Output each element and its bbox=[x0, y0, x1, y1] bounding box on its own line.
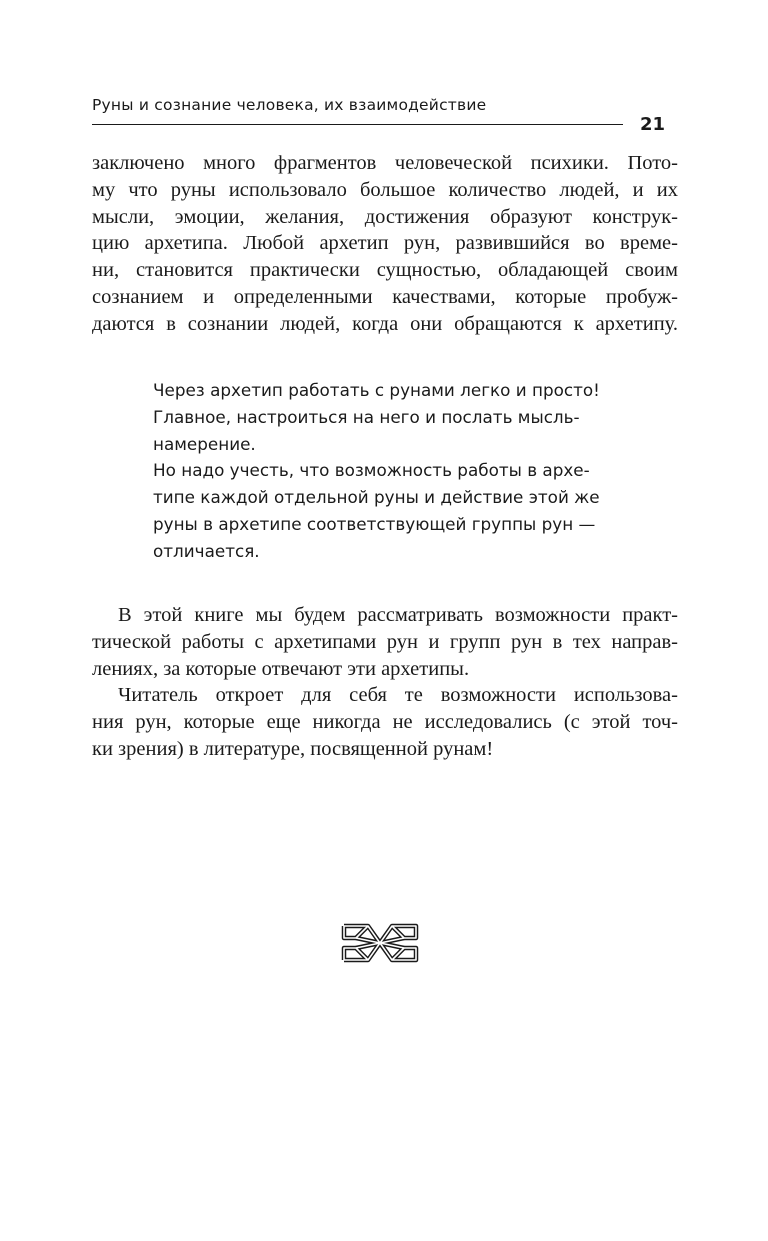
text-line: Читатель откроет для себя те возможности использова- bbox=[118, 684, 678, 706]
text-line: В этой книге мы будем рассматривать возможности практ- bbox=[118, 604, 678, 626]
text-line: ки зрения) в литературе, посвященной рунам! bbox=[92, 737, 494, 760]
text-line: ни, становится практически сущностью, обладающей своим bbox=[92, 259, 678, 282]
text-line: даются в сознании людей, когда они обращаются к архетипу. bbox=[92, 312, 678, 335]
callout-line: Через архетип работать с рунами легко и просто! bbox=[153, 380, 600, 400]
paragraph-3 bbox=[92, 682, 678, 762]
callout-line: Главное, настроиться на него и послать мысль- bbox=[153, 406, 580, 427]
text-line: му что руны использовало большое количество людей, и их bbox=[92, 178, 678, 201]
text-line: тической работы с архетипами рун и групп рун в тех направ- bbox=[92, 630, 678, 653]
page-number: 21 bbox=[640, 114, 666, 135]
callout-line: Но надо учесть, что возможность работы в архе- bbox=[153, 460, 590, 481]
callout-line: отличается. bbox=[153, 540, 260, 561]
text-line: лениях, за которые отвечают эти архетипы. bbox=[92, 657, 470, 680]
paragraph-2 bbox=[92, 602, 678, 682]
callout-line: типе каждой отдельной руны и действие этой же bbox=[153, 487, 600, 508]
celtic-knot-icon bbox=[340, 918, 420, 968]
text-line: сознанием и определенными качествами, которые пробуж- bbox=[92, 285, 678, 308]
text-line: заключено много фрагментов человеческой психики. Пото- bbox=[92, 152, 678, 174]
text-line: мысли, эмоции, желания, достижения образуют конструк- bbox=[92, 205, 678, 228]
text-line: цию архетипа. Любой архетип рун, развившийся во време- bbox=[92, 232, 678, 255]
text-line: ния рун, которые еще никогда не исследовались (с этой точ- bbox=[92, 710, 678, 733]
paragraph-1 bbox=[92, 150, 678, 338]
callout-line: руны в архетипе соответствующей группы рун — bbox=[153, 513, 596, 534]
header-rule bbox=[92, 124, 623, 125]
callout-block bbox=[153, 377, 613, 565]
callout-line: намерение. bbox=[153, 433, 256, 454]
running-header-title: Руны и сознание человека, их взаимодействие bbox=[92, 96, 487, 114]
